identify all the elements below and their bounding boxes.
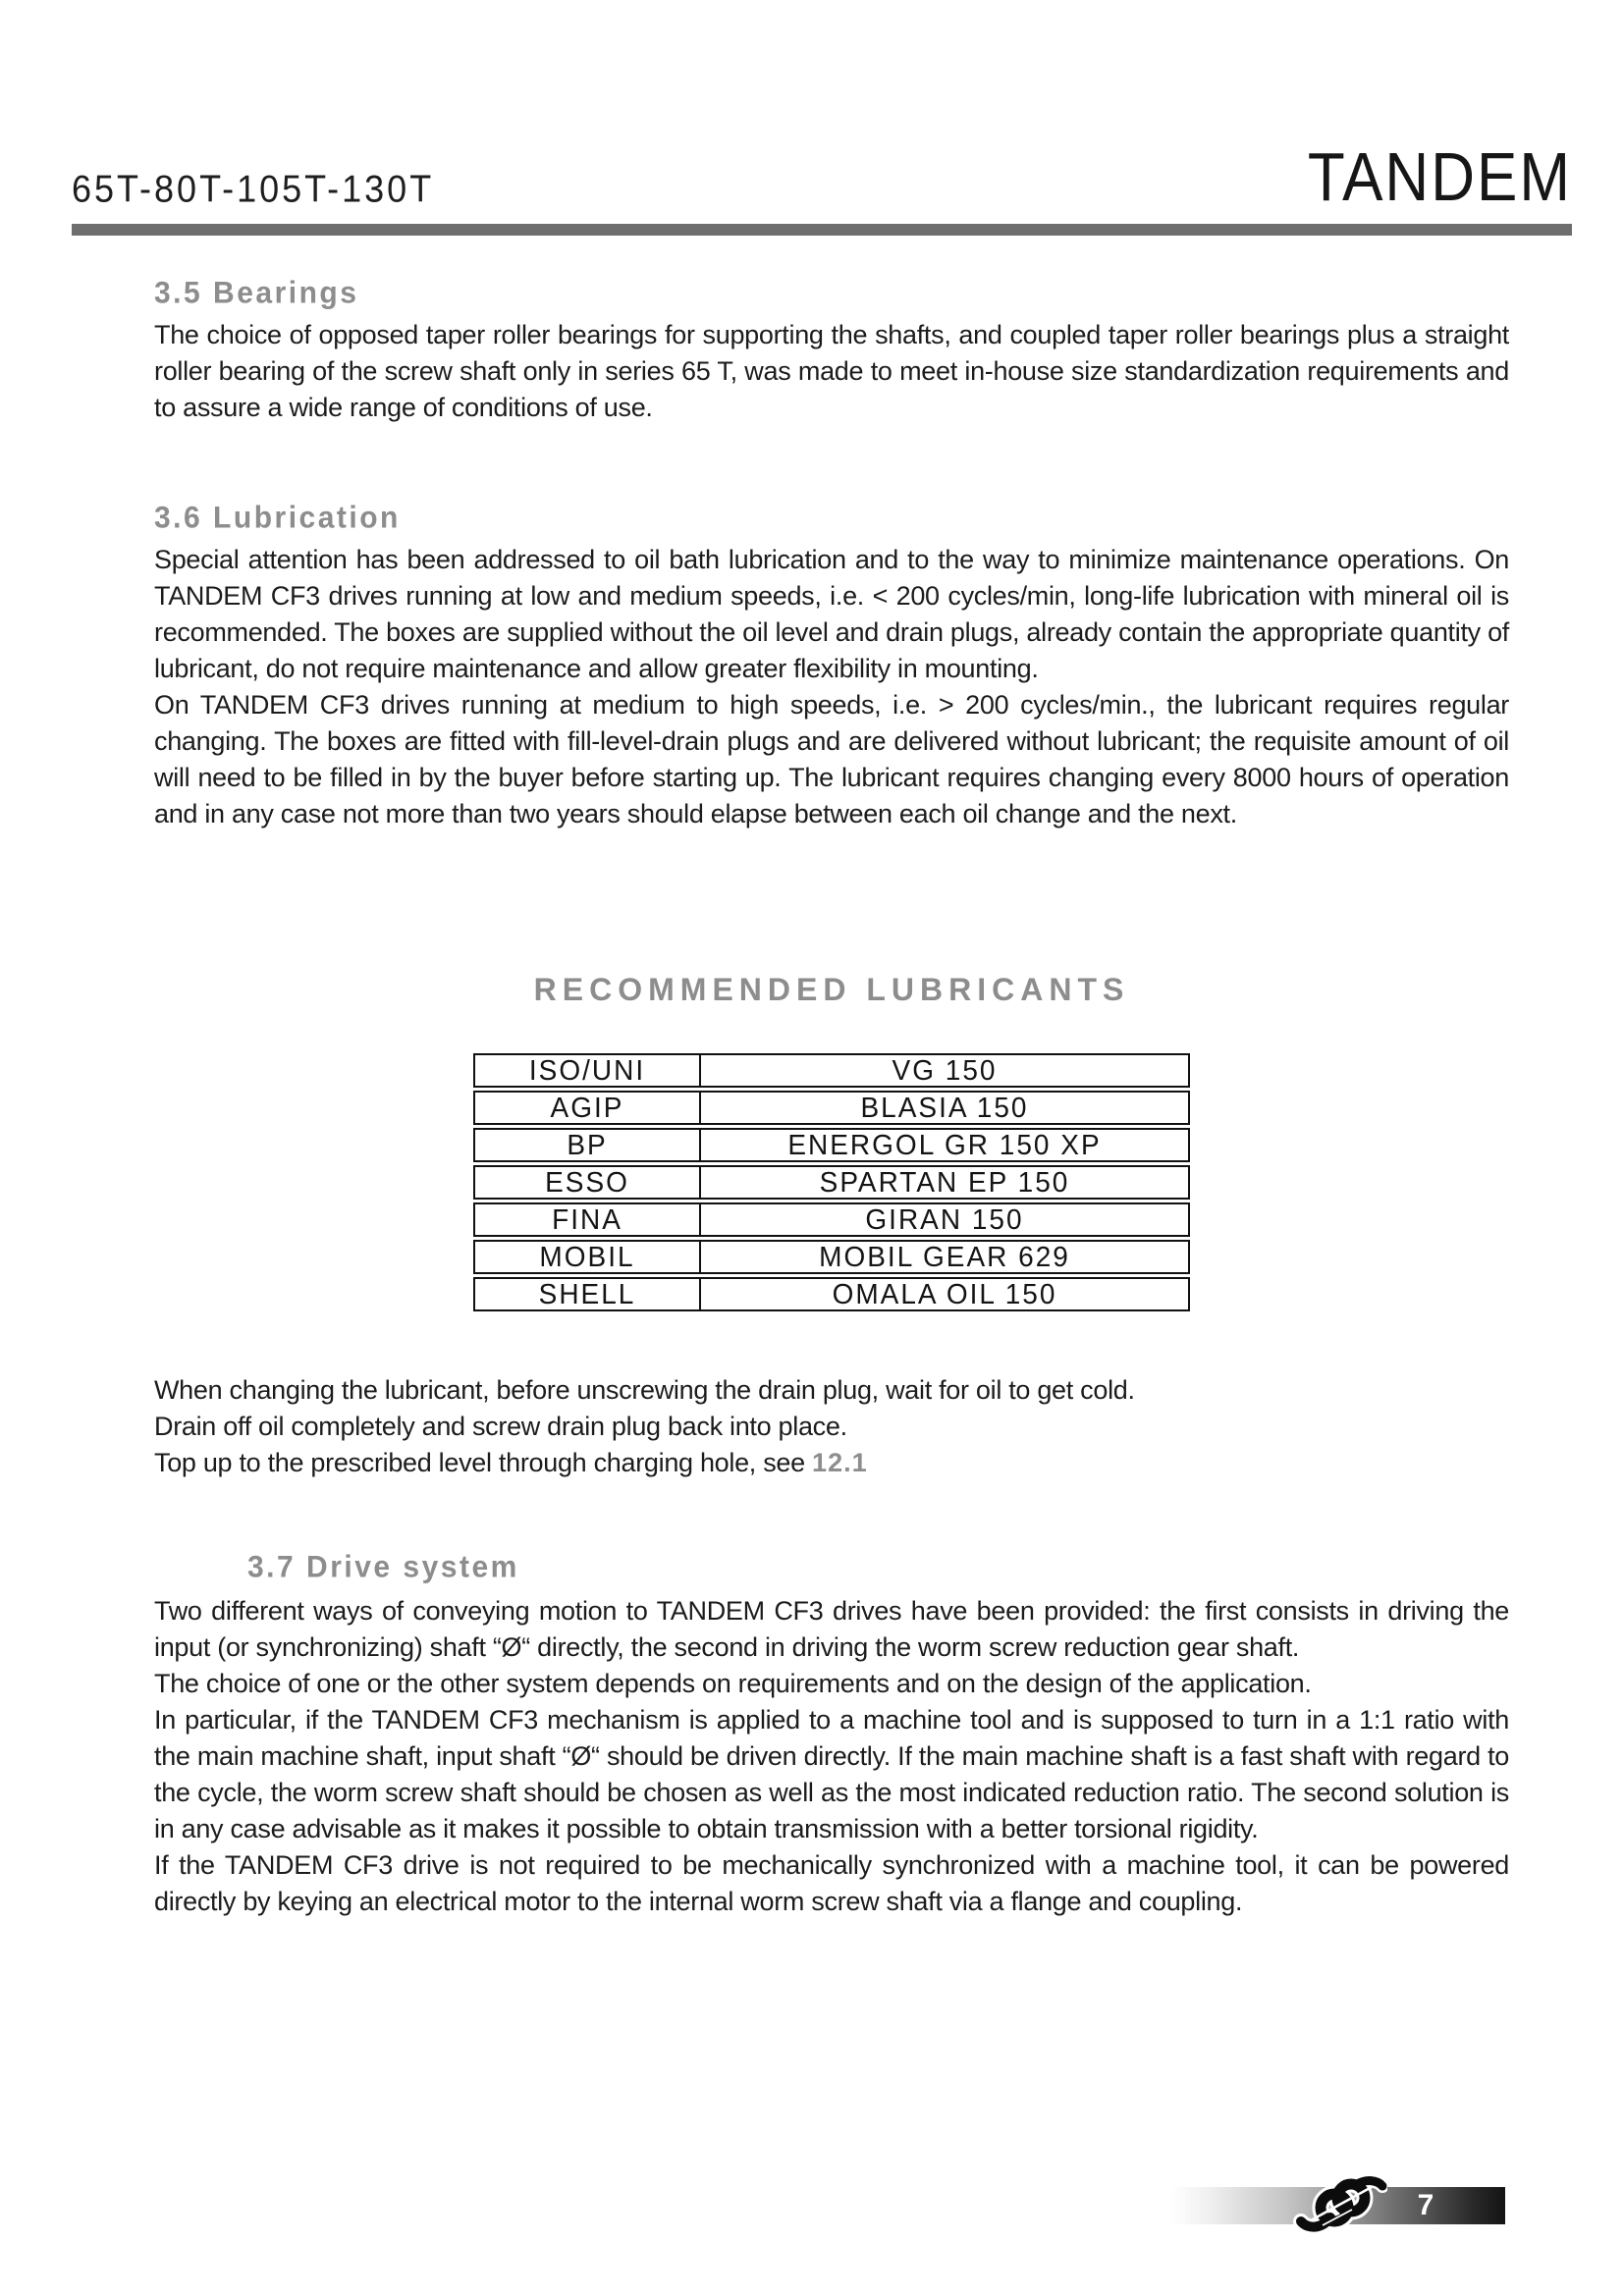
section-reference: 12.1 [812, 1448, 868, 1477]
lubricant-product: ENERGOL GR 150 XP [787, 1129, 1102, 1160]
lubricant-brand: ESSO [475, 1167, 701, 1199]
drive-paragraph-1: Two different ways of conveying motion to TANDEM CF3 drives have been provided: the first consists in driving the input (or synchronizing) shaft “Ø“ directly, the second in driving the worm screw reduction gear shaft. [154, 1596, 1509, 1662]
bearings-paragraph: The choice of opposed taper roller bearings for supporting the shafts, and coupled taper roller bearings plus a straight roller bearing of the screw shaft only in series 65 T, was made to meet in-house size standardization requirements and to assure a wide range of conditions of use. [154, 320, 1509, 422]
footer-gradient-bar [1170, 2187, 1505, 2224]
lubricant-brand: FINA [475, 1204, 701, 1236]
drive-paragraph-4: If the TANDEM CF3 drive is not required to be mechanically synchronized with a machine tool, it can be powered directly by keying an electrical motor to the internal worm screw shaft via a flange and coupling. [154, 1850, 1509, 1916]
lubrication-paragraph-1: Special attention has been addressed to oil bath lubrication and to the way to minimize maintenance operations. On TANDEM CF3 drives running at low and medium speeds, i.e. < 200 cycles/min, long-life lubrication with mineral oil is recommended. The boxes are supplied without the oil level and drain plugs, already contain the appropriate quantity of lubricant, do not require maintenance and allow greater flexibility in mounting. [154, 545, 1509, 683]
table-row [473, 1165, 1190, 1200]
table-row [473, 1240, 1190, 1274]
lubricant-brand: BP [475, 1130, 701, 1161]
section-title-bearings: 3.5 Bearings [154, 276, 359, 310]
lubrication-paragraph-2: On TANDEM CF3 drives running at medium to high speeds, i.e. > 200 cycles/min., the lubricant requires regular changing. The boxes are fitted with fill-level-drain plugs and are delivered without lubricant; the requisite amount of oil will need to be filled in by the buyer before starting up. The lubricant requires changing every 8000 hours of operation and in any case not more than two years should elapse between each oil change and the next. [154, 690, 1509, 828]
page-content [154, 244, 1509, 1920]
brand-knot-logo-icon [1293, 2174, 1387, 2235]
lubricant-product: MOBIL GEAR 629 [819, 1241, 1070, 1272]
section-title-lubrication: 3.6 Lubrication [154, 501, 401, 535]
table-row [473, 1053, 1190, 1088]
note-line-1: When changing the lubricant, before unscrewing the drain plug, wait for oil to get cold. [154, 1375, 1135, 1405]
page-header [72, 0, 1572, 236]
maintenance-notes [154, 1372, 1509, 1481]
model-range-label: 65T-80T-105T-130T [72, 166, 435, 210]
lubricant-product: GIRAN 150 [865, 1203, 1024, 1235]
table-row [473, 1128, 1190, 1162]
lubricant-product: OMALA OIL 150 [832, 1278, 1057, 1309]
drive-paragraph-3: In particular, if the TANDEM CF3 mechanism is applied to a machine tool and is supposed to turn in a 1:1 ratio with the main machine shaft, input shaft “Ø“ should be driven directly. If the main machine shaft is a fast shaft with regard to the cycle, the worm screw shaft should be chosen as well as the most indicated reduction ratio. The second solution is in any case advisable as it makes it possible to obtain transmission with a better torsional rigidity. [154, 1705, 1509, 1843]
table-row [473, 1277, 1190, 1311]
lubricants-table [473, 1053, 1190, 1311]
lubricant-brand: AGIP [475, 1093, 701, 1124]
lubricant-brand: MOBIL [475, 1242, 701, 1273]
drive-paragraph-2: The choice of one or the other system depends on requirements and on the design of the application. [154, 1669, 1312, 1698]
table-row [473, 1091, 1190, 1125]
page-number: 7 [1417, 2189, 1434, 2221]
brand-title: TANDEM [1307, 139, 1572, 216]
lubricant-product: BLASIA 150 [860, 1092, 1029, 1123]
section-title-drive-system: 3.7 Drive system [247, 1550, 519, 1584]
note-line-3 [154, 1445, 1509, 1481]
header-rule-bar [72, 224, 1572, 236]
lubricant-brand: ISO/UNI [475, 1055, 701, 1087]
lubricant-brand: SHELL [475, 1279, 701, 1310]
lubricant-product: SPARTAN EP 150 [819, 1166, 1070, 1198]
note-line-2: Drain off oil completely and screw drain plug back into place. [154, 1412, 847, 1441]
note-line-3-text: Top up to the prescribed level through charging hole, see [154, 1448, 813, 1477]
table-row [473, 1202, 1190, 1237]
recommended-lubricants-heading: RECOMMENDED LUBRICANTS [533, 972, 1130, 1007]
lubricant-product: VG 150 [892, 1054, 998, 1086]
